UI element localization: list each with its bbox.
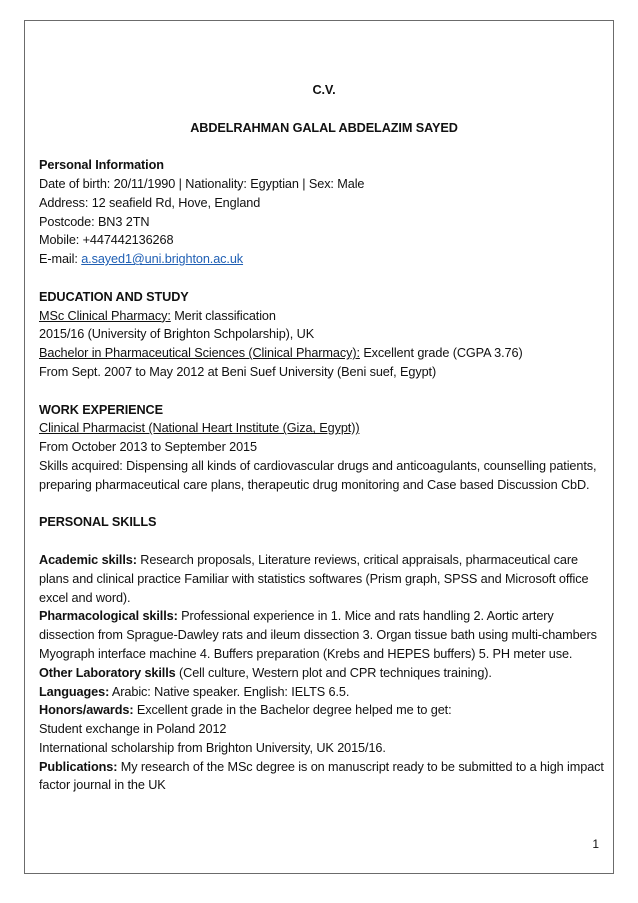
pubs-text: My research of the MSc degree is on manuscript ready to be submitted to a high impact factor journal in the UK bbox=[39, 759, 604, 793]
work-heading: WORK EXPERIENCE bbox=[39, 402, 163, 417]
work-position: Clinical Pharmacist (National Heart Institute (Giza, Egypt)) bbox=[39, 421, 360, 436]
pharm-text: Professional experience in 1. Mice and rats handling 2. Aortic artery dissection from Sprague-Dawley rats and ileum dissection 3. Organ tissue bath using multi-chambers Myograph interface machine 4. Buffers preparation (Krebs and HEPES buffers) 5. PH meter use. bbox=[39, 609, 597, 661]
page-number: 1 bbox=[592, 837, 599, 851]
pharm-label: Pharmacological skills: bbox=[39, 609, 178, 624]
honors-label: Honors/awards: bbox=[39, 703, 134, 718]
cv-content bbox=[39, 81, 609, 795]
personal-skills-section bbox=[39, 513, 609, 795]
education-section bbox=[39, 288, 609, 382]
education-heading: EDUCATION AND STUDY bbox=[39, 289, 189, 304]
msc-line bbox=[39, 307, 609, 326]
msc-detail: 2015/16 (University of Brighton Schpolarship), UK bbox=[39, 327, 315, 342]
academic-label: Academic skills: bbox=[39, 552, 137, 567]
lab-skills bbox=[39, 664, 609, 683]
doc-title: C.V. bbox=[312, 83, 336, 97]
honors-text: Excellent grade in the Bachelor degree helped me to get: bbox=[133, 703, 452, 718]
honors bbox=[39, 701, 609, 720]
msc-result: Merit classification bbox=[170, 308, 276, 323]
personal-skills-heading: PERSONAL SKILLS bbox=[39, 515, 157, 530]
document-page bbox=[24, 20, 614, 874]
academic-text: Research proposals, Literature reviews, critical appraisals, pharmaceutical care plans and clinical practice Familiar with statistics softwares (Prism graph, SPSS and Microsoft office excel and word). bbox=[39, 552, 589, 605]
honors-item-1: Student exchange in Poland 2012 bbox=[39, 722, 227, 737]
birth-line: Date of birth: 20/11/1990 | Nationality: Egyptian | Sex: Male bbox=[39, 176, 365, 191]
lang-text: Arabic: Native speaker. English: IELTS 6.5. bbox=[109, 684, 350, 699]
email-label: E-mail: bbox=[39, 252, 82, 267]
honors-item-2: International scholarship from Brighton University, UK 2015/16. bbox=[39, 740, 386, 755]
lang-label: Languages: bbox=[39, 684, 110, 699]
email-line bbox=[39, 250, 609, 269]
pubs-label: Publications: bbox=[39, 759, 118, 774]
personal-info-section bbox=[39, 156, 609, 269]
work-period: From October 2013 to September 2015 bbox=[39, 440, 257, 455]
msc-title: MSc Clinical Pharmacy: bbox=[39, 308, 171, 323]
bsc-result: Excellent grade (CGPA 3.76) bbox=[359, 346, 523, 361]
candidate-name: ABDELRAHMAN GALAL ABDELAZIM SAYED bbox=[190, 120, 458, 135]
publications bbox=[39, 758, 609, 796]
languages bbox=[39, 683, 609, 702]
personal-info-heading: Personal Information bbox=[39, 158, 164, 173]
bsc-title: Bachelor in Pharmaceutical Sciences (Clinical Pharmacy): bbox=[39, 346, 360, 361]
mobile-line: Mobile: +447442136268 bbox=[39, 233, 174, 248]
work-section bbox=[39, 401, 609, 495]
pharmacological-skills bbox=[39, 607, 609, 663]
postcode-line: Postcode: BN3 2TN bbox=[39, 214, 150, 229]
email-link[interactable]: a.sayed1@uni.brighton.ac.uk bbox=[81, 252, 244, 267]
address-line: Address: 12 seafield Rd, Hove, England bbox=[39, 195, 261, 210]
academic-skills bbox=[39, 551, 609, 607]
bsc-line bbox=[39, 344, 609, 363]
lab-text: (Cell culture, Western plot and CPR techniques training). bbox=[175, 665, 492, 680]
work-skills: Skills acquired: Dispensing all kinds of cardiovascular drugs and anticoagulants, counselling patients, preparing pharmaceutical care plans, therapeutic drug monitoring and Case based Discussion CbD. bbox=[39, 458, 597, 492]
lab-label: Other Laboratory skills bbox=[39, 665, 176, 680]
bsc-detail: From Sept. 2007 to May 2012 at Beni Suef University (Beni suef, Egypt) bbox=[39, 364, 437, 379]
